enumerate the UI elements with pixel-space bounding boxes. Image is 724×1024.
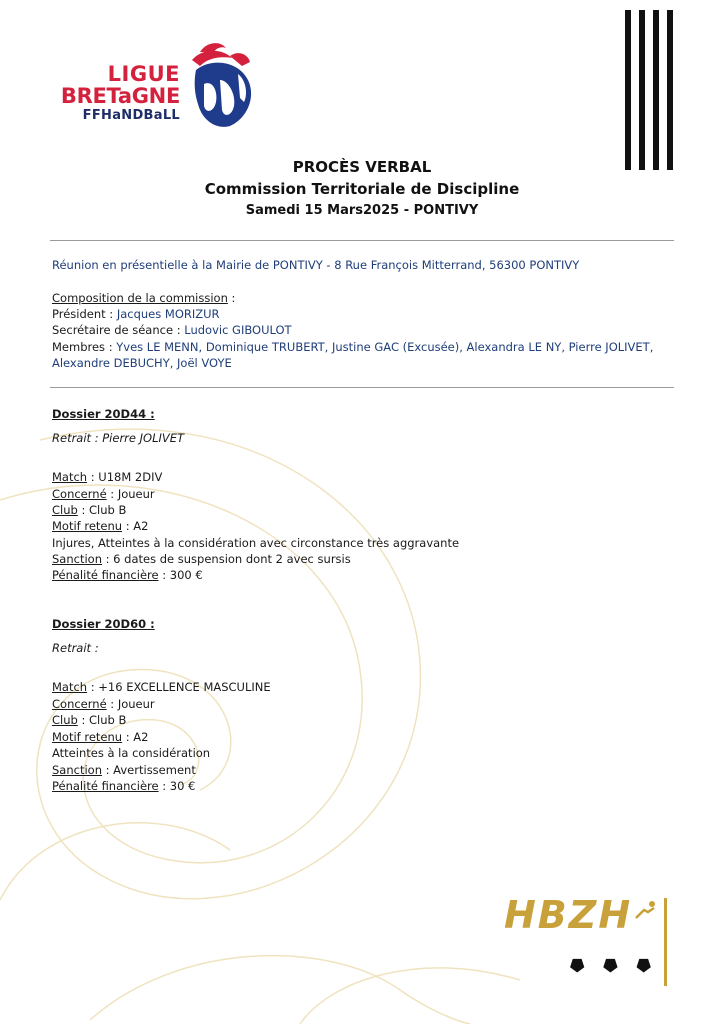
label-club: Club: [52, 503, 78, 517]
meeting-location: Réunion en présentielle à la Mairie de PONTIVY - 8 Rue François Mitterrand, 56300 PONTIVY: [52, 258, 580, 272]
dossier-2-concerne-value: : Joueur: [106, 697, 155, 711]
dossier-2-motif: [52, 729, 148, 745]
label-match: Match: [52, 470, 88, 484]
members-line: [52, 339, 653, 355]
dossier-1-penalite: [52, 567, 203, 583]
composition-suffix: :: [227, 291, 236, 305]
dossier-2-match: [52, 679, 271, 695]
label-match: Match: [52, 680, 88, 694]
stripe-2: [639, 10, 645, 170]
dossier-2-club: [52, 712, 126, 728]
stripe-4: [667, 10, 673, 170]
dossier-1-retrait: Retrait : Pierre JOLIVET: [52, 431, 185, 445]
page-title: PROCÈS VERBAL: [292, 158, 432, 176]
members-list-2: Alexandre DEBUCHY, Joël VOYE: [52, 356, 232, 370]
dossier-1-title: Dossier 20D44 :: [52, 407, 155, 421]
dossier-1-motif-value: : A2: [122, 519, 149, 533]
composition-label: Composition de la commission: [52, 291, 228, 305]
dossier-1-sanction: [52, 551, 351, 567]
stripe-1: [625, 10, 631, 170]
ligue-bretagne-logo: [40, 64, 180, 122]
label-motif: Motif retenu: [52, 730, 123, 744]
president-name: Jacques MORIZUR: [116, 307, 220, 321]
president-label: Président :: [52, 307, 117, 321]
secretary-name: Ludovic GIBOULOT: [184, 323, 292, 337]
logo-line-3: FFHaNDBaLL: [82, 108, 180, 123]
dossier-2-sanction-value: : Avertissement: [102, 763, 196, 777]
dossier-2-penalite: [52, 778, 195, 794]
secretary-line: [52, 322, 292, 338]
divider-top: [50, 240, 674, 241]
label-concerne: Concerné: [52, 487, 107, 501]
dossier-1-penalite-value: : 300 €: [158, 568, 203, 582]
rooster-logo-icon: [186, 40, 260, 130]
president-line: [52, 306, 220, 322]
ermine-symbols: ⯂ ⯂ ⯂: [568, 956, 656, 978]
date-line: Samedi 15 Mars2025 - PONTIVY: [245, 203, 479, 218]
label-sanction: Sanction: [52, 552, 102, 566]
label-club: Club: [52, 713, 78, 727]
dossier-1-motif: [52, 518, 148, 534]
logo-line-2: BRETaGNE: [60, 84, 180, 108]
dossier-1-concerne-value: : Joueur: [106, 487, 155, 501]
dossier-1-match-value: : U18M 2DIV: [87, 470, 163, 484]
dossier-1-club-value: : Club B: [77, 503, 127, 517]
dossier-2-motif-value: : A2: [122, 730, 149, 744]
dossier-2-sanction: [52, 762, 196, 778]
dossier-1-detail: Injures, Atteintes à la considération avec circonstance très aggravante: [52, 536, 460, 550]
divider-middle: [50, 387, 674, 388]
label-concerne: Concerné: [52, 697, 107, 711]
members-list-1: Yves LE MENN, Dominique TRUBERT, Justine GAC (Excusée), Alexandra LE NY, Pierre JOLIVET,: [116, 340, 654, 354]
dossier-2-match-value: : +16 EXCELLENCE MASCULINE: [87, 680, 271, 694]
dossier-1-club: [52, 502, 126, 518]
label-sanction: Sanction: [52, 763, 102, 777]
hbzh-divider: [664, 898, 667, 986]
label-penalite: Pénalité financière: [52, 779, 159, 793]
handball-player-icon: [632, 900, 658, 922]
label-penalite: Pénalité financière: [52, 568, 159, 582]
dossier-2-club-value: : Club B: [77, 713, 127, 727]
dossier-2-penalite-value: : 30 €: [158, 779, 196, 793]
members-label: Membres :: [52, 340, 117, 354]
dossier-1-match: [52, 469, 162, 485]
stripe-3: [653, 10, 659, 170]
dossier-2-retrait: Retrait :: [52, 641, 99, 655]
label-motif: Motif retenu: [52, 519, 123, 533]
hbzh-logo: HBZH: [504, 893, 633, 937]
dossier-1-sanction-value: : 6 dates de suspension dont 2 avec sursis: [102, 552, 351, 566]
dossier-2-concerne: [52, 696, 155, 712]
page-subtitle: Commission Territoriale de Discipline: [204, 180, 520, 198]
dossier-2-detail: Atteintes à la considération: [52, 746, 211, 760]
composition-heading: [52, 290, 235, 306]
dossier-2-title: Dossier 20D60 :: [52, 617, 155, 631]
dossier-1-concerne: [52, 486, 155, 502]
secretary-label: Secrétaire de séance :: [52, 323, 185, 337]
logo-line-1: LIGUE: [107, 62, 180, 86]
